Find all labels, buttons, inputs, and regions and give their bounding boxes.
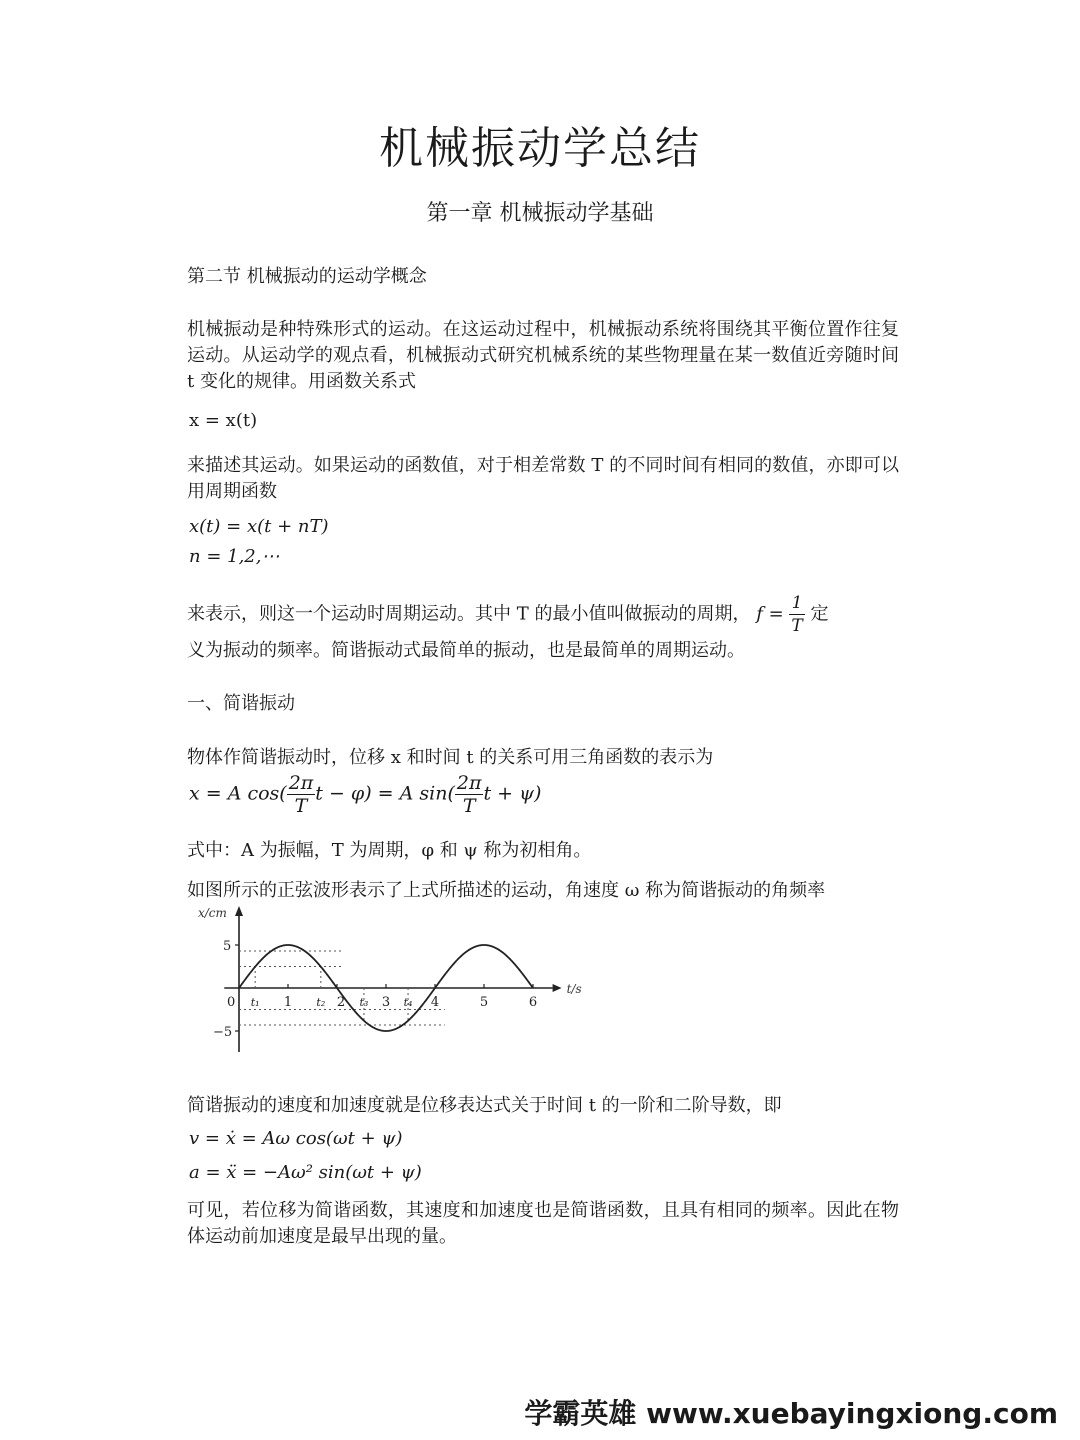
paragraph-shm: 物体作简谐振动时，位移 x 和时间 t 的关系可用三角函数的表示为 xyxy=(187,747,714,768)
sine-wave-chart xyxy=(190,902,610,1062)
x-tick-label-5: t₃ xyxy=(359,996,369,1009)
frequency-formula-f: f = xyxy=(756,603,784,625)
formula-acceleration: a = ẍ = −Aω² sin(ωt + ψ) xyxy=(189,1162,422,1183)
formula-periodic: x(t) = x(t + nT) xyxy=(189,516,329,537)
subheading-simple-harmonic: 一、简谐振动 xyxy=(187,693,295,714)
paragraph-frequency: 义为振动的频率。简谐振动式最简单的振动，也是最简单的周期运动。 xyxy=(187,640,745,661)
formula-n-values: n = 1,2,⋯ xyxy=(189,546,280,567)
paragraph-derivatives: 简谐振动的速度和加速度就是位移表达式关于时间 t 的一阶和二阶导数，即 xyxy=(187,1095,782,1116)
formula-x-of-t: x = x(t) xyxy=(189,410,258,431)
period-text-end: 定 xyxy=(810,603,829,625)
paragraph-figure-caption: 如图所示的正弦波形表示了上式所描述的运动，角速度 ω 称为简谐振动的角频率 xyxy=(187,880,826,901)
y-tick-label-5: 5 xyxy=(223,939,232,954)
formula-shm-frac2 xyxy=(455,772,484,817)
chapter-heading: 第一章 机械振动学基础 xyxy=(426,201,654,226)
frac2-den: T xyxy=(462,795,476,817)
frac1-num: 2π xyxy=(288,772,314,794)
x-tick-label-8: 4 xyxy=(430,995,440,1010)
x-tick-label-7: t₄ xyxy=(403,996,413,1009)
paragraph-periodic: 来描述其运动。如果运动的函数值，对于相差常数 T 的不同时间有相同的数值，亦即可以用周期函数 xyxy=(187,455,899,502)
x-axis-label: t/s xyxy=(566,982,582,996)
paragraph-intro: 机械振动是种特殊形式的运动。在这运动过程中，机械振动系统将围绕其平衡位置作往复运动。从运动学的观点看，机械振动式研究机械系统的某些物理量在某一数值近旁随时间 t 变化的规律。用函数关系式 xyxy=(187,319,899,392)
frac1-den: T xyxy=(294,795,308,817)
x-axis-arrow xyxy=(553,984,562,992)
y-axis-label: x/cm xyxy=(198,906,227,920)
x-tick-label-4: 2 xyxy=(336,995,346,1010)
frequency-fraction xyxy=(789,592,804,637)
x-tick-label-9: 5 xyxy=(479,995,489,1010)
watermark: 学霸英雄 www.xuebayingxiong.com xyxy=(524,1397,1058,1430)
x-tick-label-10: 6 xyxy=(528,995,538,1010)
y-axis-arrow xyxy=(235,906,243,916)
formula-shm-end: t + ψ) xyxy=(483,782,542,805)
section-heading: 第二节 机械振动的运动学概念 xyxy=(187,266,427,287)
x-tick-label-1: t₁ xyxy=(250,996,260,1009)
frequency-numerator: 1 xyxy=(789,592,804,615)
period-text: 来表示，则这一个运动时周期运动。其中 T 的最小值叫做振动的周期， xyxy=(187,603,751,625)
x-tick-label-3: t₂ xyxy=(316,996,326,1009)
formula-shm-lhs: x = A cos( xyxy=(189,782,287,805)
document-title: 机械振动学总结 xyxy=(379,123,701,174)
paragraph-period-definition xyxy=(187,592,899,637)
formula-velocity: v = ẋ = Aω cos(ωt + ψ) xyxy=(189,1128,403,1149)
formula-shm xyxy=(189,772,541,817)
frequency-denominator: T xyxy=(791,616,803,636)
x-tick-label-2: 1 xyxy=(283,995,293,1010)
paragraph-conclusion: 可见，若位移为简谐函数，其速度和加速度也是简谐函数，且具有相同的频率。因此在物体运动前加速度是最早出现的量。 xyxy=(187,1200,899,1247)
paragraph-parameters: 式中：A 为振幅，T 为周期，φ 和 ψ 称为初相角。 xyxy=(187,840,592,861)
frac2-num: 2π xyxy=(456,772,482,794)
formula-shm-mid: t − φ) = A sin( xyxy=(315,782,455,805)
x-tick-label-0: 0 xyxy=(227,995,236,1010)
x-tick-label-6: 3 xyxy=(381,995,391,1010)
formula-shm-frac1 xyxy=(287,772,316,817)
y-tick-label-neg5: −5 xyxy=(213,1025,233,1040)
